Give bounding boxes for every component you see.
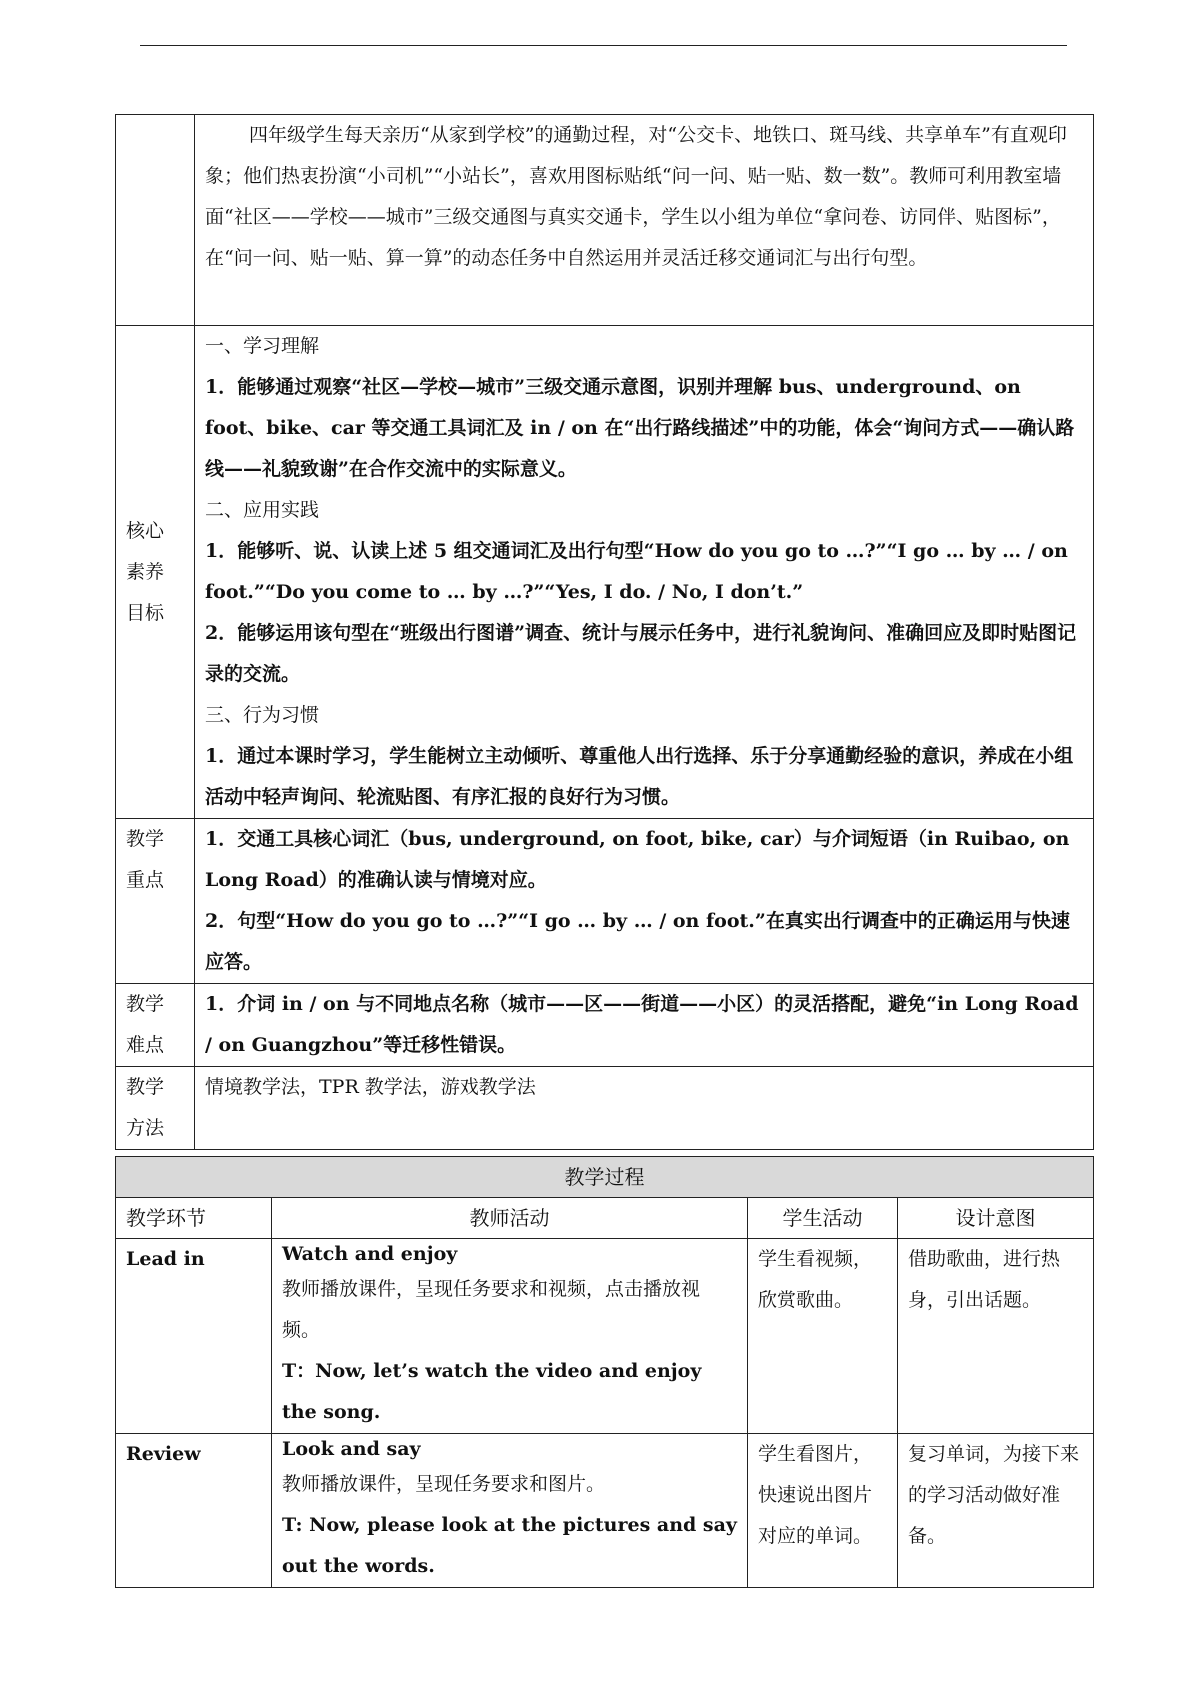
goals-heading-1: 一、学习理解 (205, 335, 320, 357)
background-text-cell (195, 115, 1094, 326)
teacher-activity-body: 教师播放课件，呈现任务要求和视频，点击播放视频。 (282, 1278, 701, 1341)
method-label-1: 教学 (126, 1076, 165, 1098)
process-table (115, 1156, 1094, 1588)
student-activity-cell: 学生看图片，快速说出图片对应的单词。 (748, 1434, 898, 1588)
header-intent: 设计意图 (898, 1198, 1094, 1239)
method-label-2: 方法 (126, 1117, 165, 1139)
teacher-activity-body: 教师播放课件，呈现任务要求和图片。 (282, 1473, 606, 1495)
difficult-paragraph-1: 1．介词 in / on 与不同地点名称（城市——区——街道——小区）的灵活搭配，避免“in Long Road / on Guangzhou”等迁移性错误。 (205, 993, 1079, 1056)
difficult-label-2: 难点 (126, 1034, 165, 1056)
difficult-text-cell (195, 984, 1094, 1067)
goals-paragraph-1: 1．能够通过观察“社区—学校—城市”三级交通示意图，识别并理解 bus、underground、on foot、bike、car 等交通工具词汇及 in / on 在“出行路线描述”中的功能，体会“询问方式——确认路线——礼貌致谢”在合作交流中的实际意义。 (205, 376, 1075, 480)
key-points-row (116, 819, 1094, 984)
goals-heading-3: 三、行为习惯 (205, 704, 320, 726)
table-row (116, 1239, 1094, 1434)
stage-cell: Lead in (116, 1239, 272, 1434)
table-row (116, 1434, 1094, 1588)
method-label-cell (116, 1067, 195, 1150)
goals-row (116, 326, 1094, 819)
key-label-cell (116, 819, 195, 984)
teacher-activity-cell (272, 1434, 748, 1588)
goals-label-1: 核心 (126, 519, 165, 542)
key-text-cell (195, 819, 1094, 984)
process-title: 教学过程 (116, 1157, 1094, 1198)
goals-label-2: 素养 (126, 560, 165, 583)
goals-text-cell (195, 326, 1094, 819)
key-label-1: 教学 (126, 828, 165, 850)
stage-cell: Review (116, 1434, 272, 1588)
difficult-points-row (116, 984, 1094, 1067)
difficult-label-1: 教学 (126, 993, 165, 1015)
student-activity-cell: 学生看视频，欣赏歌曲。 (748, 1239, 898, 1434)
background-paragraph: 四年级学生每天亲历“从家到学校”的通勤过程，对“公交卡、地铁口、斑马线、共享单车”有直观印象；他们热衷扮演“小司机”“小站长”，喜欢用图标贴纸“问一问、贴一贴、数一数”。教师可利用教室墙面“社区——学校——城市”三级交通图与真实交通卡，学生以小组为单位“拿问卷、访同伴、贴图标”，在“问一问、贴一贴、算一算”的动态任务中自然运用并灵活迁移交通词汇与出行句型。 (205, 124, 1067, 269)
difficult-label-cell (116, 984, 195, 1067)
teacher-activity-cell (272, 1239, 748, 1434)
process-title-row (116, 1157, 1094, 1198)
key-paragraph-2: 2．句型“How do you go to …?”“I go … by … / on foot.”在真实出行调查中的正确运用与快速应答。 (205, 910, 1070, 973)
teacher-activity-title: Watch and enjoy (282, 1243, 458, 1265)
goals-heading-2: 二、应用实践 (205, 499, 320, 521)
header-teacher: 教师活动 (272, 1198, 748, 1239)
background-label-cell (116, 115, 195, 326)
header-student: 学生活动 (748, 1198, 898, 1239)
teacher-speech: T：Now, let’s watch the video and enjoy the song. (282, 1360, 702, 1423)
background-row (116, 115, 1094, 326)
design-intent-cell: 复习单词，为接下来的学习活动做好准备。 (898, 1434, 1094, 1588)
process-header-row (116, 1198, 1094, 1239)
key-label-2: 重点 (126, 869, 165, 891)
teacher-speech: T: Now, please look at the pictures and say out the words. (282, 1514, 737, 1577)
goals-paragraph-4: 1．通过本课时学习，学生能树立主动倾听、尊重他人出行选择、乐于分享通勤经验的意识，养成在小组活动中轻声询问、轮流贴图、有序汇报的良好行为习惯。 (205, 745, 1074, 808)
goals-label-cell (116, 326, 195, 819)
goals-paragraph-3: 2．能够运用该句型在“班级出行图谱”调查、统计与展示任务中，进行礼貌询问、准确回应及即时贴图记录的交流。 (205, 622, 1077, 685)
goals-label-3: 目标 (126, 601, 165, 624)
lesson-plan-table (115, 114, 1094, 1150)
header-rule (140, 45, 1067, 46)
method-row (116, 1067, 1094, 1150)
method-text-cell (195, 1067, 1094, 1150)
header-stage: 教学环节 (116, 1198, 272, 1239)
goals-paragraph-2: 1．能够听、说、认读上述 5 组交通词汇及出行句型“How do you go to …?”“I go … by … / on foot.”“Do you come to … by …?”“Yes, I do. / No, I don’t.” (205, 540, 1068, 603)
design-intent-cell: 借助歌曲，进行热身，引出话题。 (898, 1239, 1094, 1434)
teacher-activity-title: Look and say (282, 1438, 421, 1460)
key-paragraph-1: 1．交通工具核心词汇（bus, underground, on foot, bike, car）与介词短语（in Ruibao, on Long Road）的准确认读与情境对应。 (205, 828, 1070, 891)
method-paragraph: 情境教学法，TPR 教学法，游戏教学法 (205, 1076, 536, 1098)
